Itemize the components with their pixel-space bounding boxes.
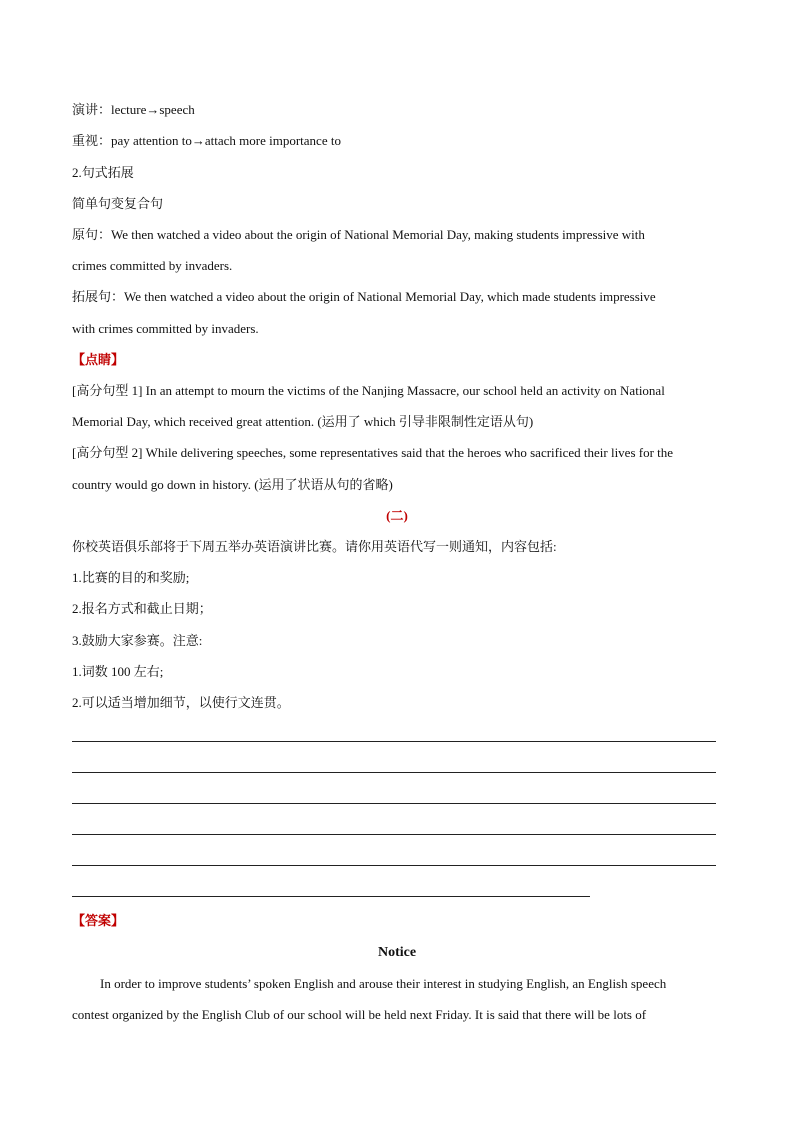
original-sentence: 原句：We then watched a video about the origin of National Memorial Day, making students impressive with bbox=[72, 227, 645, 242]
original-sentence-cont: crimes committed by invaders. bbox=[72, 258, 233, 273]
task-prompt: 你校英语俱乐部将于下周五举办英语演讲比赛。请你用英语代写一则通知，内容包括: bbox=[72, 539, 557, 554]
task-note-1: 1.词数 100 左右; bbox=[72, 664, 164, 679]
writing-line bbox=[72, 741, 716, 742]
writing-line bbox=[72, 772, 716, 773]
answer-paragraph-line-2: contest organized by the English Club of our school will be held next Friday. It is said that there will be lots of bbox=[72, 1007, 647, 1022]
expanded-sentence-cont: with crimes committed by invaders. bbox=[72, 321, 259, 336]
task-point-1: 1.比赛的目的和奖励; bbox=[72, 570, 190, 585]
writing-line bbox=[72, 865, 716, 866]
section-heading: 2.句式拓展 bbox=[72, 165, 134, 180]
expanded-sentence: 拓展句：We then watched a video about the origin of National Memorial Day, which made students impressive bbox=[72, 289, 656, 304]
answer-title: Notice bbox=[377, 945, 417, 960]
answer-label: 【答案】 bbox=[72, 913, 125, 928]
section-subheading: 简单句变复合句 bbox=[72, 196, 164, 211]
highlight-item-2-cont: country would go down in history. (运用了状语从句的省略) bbox=[72, 477, 393, 492]
highlight-item-1: [高分句型 1] In an attempt to mourn the victims of the Nanjing Massacre, our school held an activity on National bbox=[72, 383, 665, 398]
highlight-label: 【点睛】 bbox=[72, 352, 125, 367]
vocab-speech: 演讲：lecture→speech bbox=[72, 102, 195, 117]
section-marker: (二) bbox=[386, 508, 408, 523]
vocab-attention: 重视：pay attention to→attach more importance to bbox=[72, 133, 341, 148]
writing-line bbox=[72, 834, 716, 835]
task-point-3: 3.鼓励大家参赛。注意: bbox=[72, 633, 203, 648]
answer-paragraph-line-1: In order to improve students’ spoken English and arouse their interest in studying English, an English speech bbox=[100, 976, 667, 991]
task-note-2: 2.可以适当增加细节，以使行文连贯。 bbox=[72, 695, 290, 710]
writing-line bbox=[72, 896, 590, 897]
highlight-item-2: [高分句型 2] While delivering speeches, some representatives said that the heroes who sacrificed their lives for the bbox=[72, 445, 674, 460]
task-point-2: 2.报名方式和截止日期； bbox=[72, 601, 212, 616]
writing-line bbox=[72, 803, 716, 804]
highlight-item-1-cont: Memorial Day, which received great attention. (运用了 which 引导非限制性定语从句) bbox=[72, 414, 534, 429]
